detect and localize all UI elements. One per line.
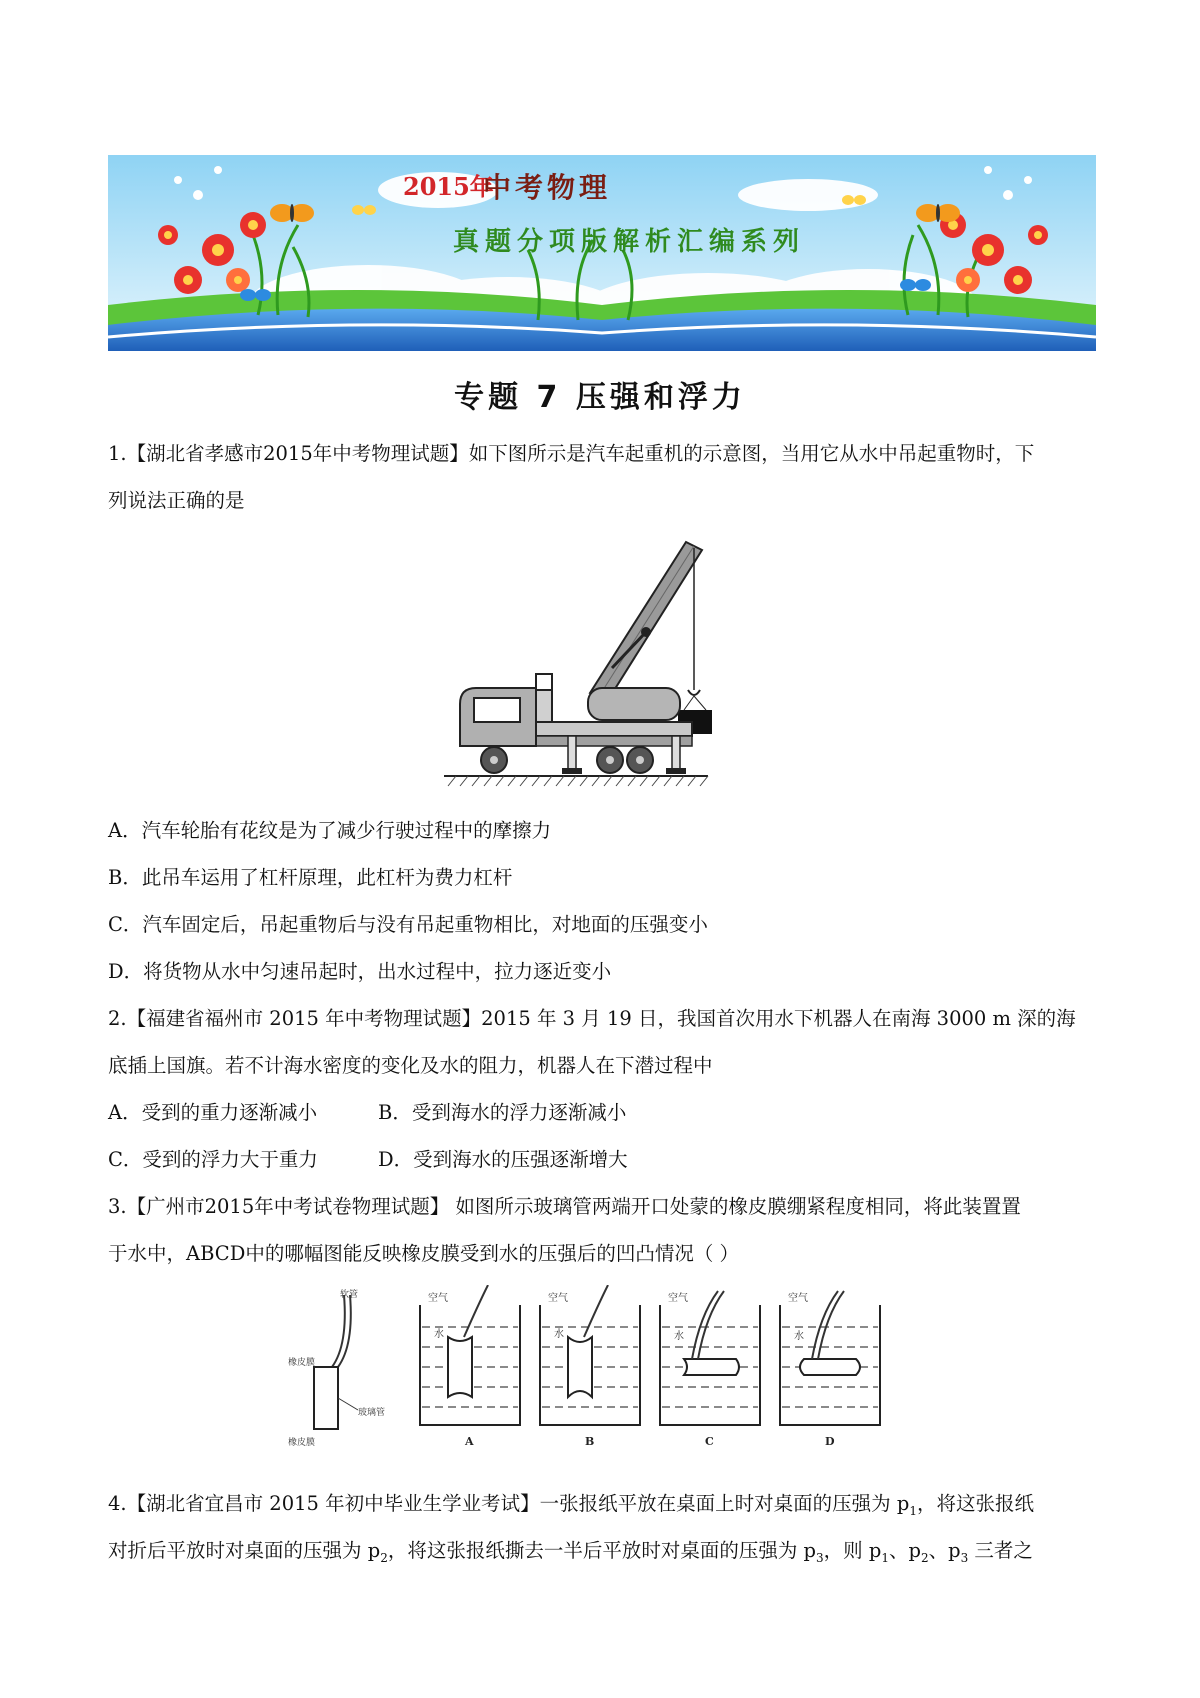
panel-d-label: D xyxy=(825,1435,835,1448)
q1-stem-line2: 列说法正确的是 xyxy=(108,489,245,512)
banner-subtitle: 真题分项版解析汇编系列 xyxy=(453,227,806,257)
panel-a-water: 水 xyxy=(434,1329,444,1340)
q4-line2-sub1: 2 xyxy=(380,1551,388,1565)
q4-line2-s1: 1 xyxy=(881,1551,889,1565)
panel-d-water: 水 xyxy=(794,1331,804,1342)
q2-stem-line2: 底插上国旗。若不计海水密度的变化及水的阻力，机器人在下潜过程中 xyxy=(108,1054,713,1077)
panel-c-water: 水 xyxy=(674,1331,684,1342)
q2-option-b: B．受到海水的浮力逐渐减小 xyxy=(378,1101,627,1124)
page-title: 专题 7 压强和浮力 xyxy=(454,380,746,415)
q4-line1-text-a: 4.【湖北省宜昌市 2015 年初中毕业生学业考试】一张报纸平放在桌面上时对桌面的压强为 p xyxy=(108,1492,910,1515)
panel-b-label: B xyxy=(585,1435,595,1448)
q1-option-d: D．将货物从水中匀速吊起时，出水过程中，拉力逐近变小 xyxy=(108,960,612,983)
q4-line2-text-c: ，则 p xyxy=(823,1539,882,1562)
banner-year: 2015年 xyxy=(403,172,494,201)
q4-stem-line1 xyxy=(108,1490,1098,1520)
q1-option-b: B．此吊车运用了杠杆原理，此杠杆为费力杠杆 xyxy=(108,866,513,889)
header-banner xyxy=(108,155,1096,351)
q4-line2-text-f: 三者之 xyxy=(968,1539,1033,1562)
panel-a xyxy=(420,1285,520,1448)
label-tube: 软管 xyxy=(340,1290,359,1300)
crane-figure xyxy=(440,528,740,794)
q4-line2-text-b: ，将这张报纸撕去一半后平放时对桌面的压强为 p xyxy=(387,1539,817,1562)
q1-stem-line1: 1.【湖北省孝感市2015年中考物理试题】如下图所示是汽车起重机的示意图，当用它从水中吊起重物时，下 xyxy=(108,442,1035,465)
q2-option-d: D．受到海水的压强逐渐增大 xyxy=(378,1148,628,1171)
q3-stem-line1: 3.【广州市2015年中考试卷物理试题】 如图所示玻璃管两端开口处蒙的橡皮膜绷紧程度相同，将此装置置 xyxy=(108,1195,1021,1218)
q2-options-row2 xyxy=(108,1146,1098,1174)
q4-line2-text-d: 、p xyxy=(888,1539,921,1562)
q3-stem-line2: 于水中，ABCD中的哪幅图能反映橡皮膜受到水的压强后的凹凸情况（ ） xyxy=(108,1242,740,1265)
q4-line1-sub: 1 xyxy=(909,1504,917,1518)
label-film-top: 橡皮膜 xyxy=(288,1358,316,1368)
panel-b-air: 空气 xyxy=(548,1293,568,1304)
panel-c xyxy=(660,1291,760,1448)
glass-tube-figure xyxy=(288,1285,908,1461)
q2-stem-line1: 2.【福建省福州市 2015 年中考物理试题】2015 年 3 月 19 日，我国首次用水下机器人在南海 3000 m 深的海 xyxy=(108,1007,1076,1030)
q4-stem-line2 xyxy=(108,1537,1098,1567)
panel-d-air: 空气 xyxy=(788,1293,808,1304)
panel-c-label: C xyxy=(705,1435,714,1448)
q4-line2-text-e: 、p xyxy=(928,1539,961,1562)
q4-line2-s2: 2 xyxy=(920,1551,929,1565)
panel-c-air: 空气 xyxy=(668,1293,688,1304)
q2-option-a: A．受到的重力逐渐减小 xyxy=(108,1101,318,1124)
q1-option-a: A．汽车轮胎有花纹是为了减少行驶过程中的摩擦力 xyxy=(108,819,552,842)
q4-line2-s3: 3 xyxy=(960,1551,969,1565)
panel-a-label: A xyxy=(465,1435,474,1448)
panel-a-air: 空气 xyxy=(428,1293,448,1304)
q4-line1-text-b: ，将这张报纸 xyxy=(916,1492,1034,1515)
q4-line2-sub2: 3 xyxy=(816,1551,824,1565)
panel-b-water: 水 xyxy=(554,1329,564,1340)
panel-b xyxy=(540,1285,640,1448)
banner-title: 中考物理 xyxy=(483,171,612,204)
q2-option-c: C．受到的浮力大于重力 xyxy=(108,1148,318,1171)
banner-illustration xyxy=(108,155,1096,351)
panel-d xyxy=(780,1291,880,1448)
q4-line2-text-a: 对折后平放时对桌面的压强为 p xyxy=(108,1539,381,1562)
label-glass: 玻璃管 xyxy=(358,1408,386,1418)
q2-options-row1 xyxy=(108,1099,1098,1127)
q1-option-c: C．汽车固定后，吊起重物后与没有吊起重物相比，对地面的压强变小 xyxy=(108,913,708,936)
label-film-bottom: 橡皮膜 xyxy=(288,1438,316,1448)
